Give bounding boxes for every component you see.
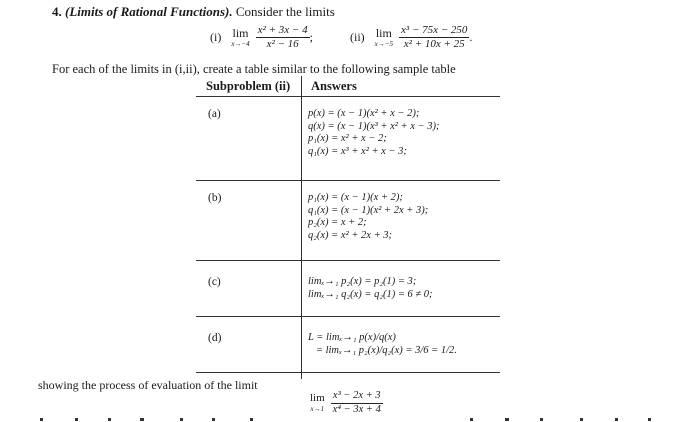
row-label-b: (b) bbox=[208, 192, 222, 204]
bottom-limit bbox=[310, 390, 383, 416]
row-divider bbox=[196, 180, 500, 181]
row-label-d: (d) bbox=[208, 332, 222, 344]
answer-line: p₁(x) = x² + x − 2; bbox=[308, 133, 387, 145]
limit-approach: x→1 bbox=[310, 405, 325, 414]
limit-fraction bbox=[256, 24, 310, 51]
answers-a bbox=[308, 108, 440, 158]
answer-line: q₂(x) = x² + 2x + 3; bbox=[308, 229, 393, 241]
header-answers: Answers bbox=[311, 79, 357, 93]
sample-table bbox=[196, 76, 500, 379]
limit-fraction bbox=[399, 24, 469, 51]
answer-line: p(x) = (x − 1)(x² + x − 2); bbox=[308, 108, 420, 119]
answer-line: = limₓ→₁ p₂(x)/q₂(x) = 3/6 = 1/2. bbox=[308, 344, 457, 356]
row-label-a: (a) bbox=[208, 108, 221, 120]
table-header bbox=[196, 76, 500, 96]
numerator: x³ − 75x − 250 bbox=[399, 24, 469, 38]
column-divider bbox=[301, 76, 302, 379]
answer-line: L = limₓ→₁ p(x)/q(x) bbox=[308, 332, 396, 343]
numerator: x² + 3x − 4 bbox=[256, 24, 310, 38]
numerator: x³ − 2x + 3 bbox=[331, 390, 383, 404]
limit-approach: x→−4 bbox=[231, 40, 250, 49]
denominator: x² − 16 bbox=[266, 38, 299, 51]
answer-line: limₓ→₁ q₂(x) = q₂(1) = 6 ≠ 0; bbox=[308, 288, 433, 300]
answers-c bbox=[308, 276, 433, 301]
denominator: x² + 10x + 25 bbox=[403, 38, 465, 51]
limit-fraction bbox=[331, 390, 383, 416]
lim-operator: lim x→−5 bbox=[374, 26, 394, 49]
answer-line: limₓ→₁ p₂(x) = p₂(1) = 3; bbox=[308, 276, 417, 287]
row-divider bbox=[196, 260, 500, 261]
instruction-text: For each of the limits in (i,ii), create a table similar to the following sample table bbox=[52, 62, 456, 76]
lim-operator: lim x→−4 bbox=[231, 26, 250, 49]
separator: ; bbox=[309, 30, 313, 45]
answer-line: q(x) = (x − 1)(x³ + x² + x − 3); bbox=[308, 120, 440, 132]
row-divider bbox=[196, 316, 500, 317]
row-label-c: (c) bbox=[208, 276, 221, 288]
answer-line: q₁(x) = (x − 1)(x² + 2x + 3); bbox=[308, 204, 429, 216]
question-title: (Limits of Rational Functions). bbox=[65, 4, 233, 19]
question-intro: Consider the limits bbox=[235, 4, 335, 19]
answer-line: q₁(x) = x³ + x² + x − 3; bbox=[308, 145, 407, 157]
separator: . bbox=[469, 30, 473, 45]
question-number: 4. bbox=[52, 4, 62, 19]
showing-text: showing the process of evaluation of the limit bbox=[38, 378, 258, 392]
limit-i bbox=[210, 24, 313, 51]
row-divider bbox=[196, 372, 500, 373]
question-heading bbox=[52, 4, 335, 20]
limits-row bbox=[210, 24, 680, 58]
limit-ii bbox=[350, 24, 472, 51]
row-divider bbox=[196, 96, 500, 97]
header-subproblem: Subproblem (ii) bbox=[206, 79, 291, 93]
answer-line: p₂(x) = x + 2; bbox=[308, 217, 367, 229]
answer-line: p₁(x) = (x − 1)(x + 2); bbox=[308, 192, 403, 203]
cropped-text-fragments bbox=[0, 414, 700, 422]
answers-b bbox=[308, 192, 428, 242]
answers-d bbox=[308, 332, 457, 357]
lim-operator: lim x→1 bbox=[310, 392, 325, 414]
limit-label: (i) bbox=[210, 30, 222, 45]
denominator: x⁴ − 3x + 4 bbox=[332, 403, 381, 415]
limit-approach: x→−5 bbox=[374, 40, 394, 49]
limit-label: (ii) bbox=[350, 30, 365, 45]
